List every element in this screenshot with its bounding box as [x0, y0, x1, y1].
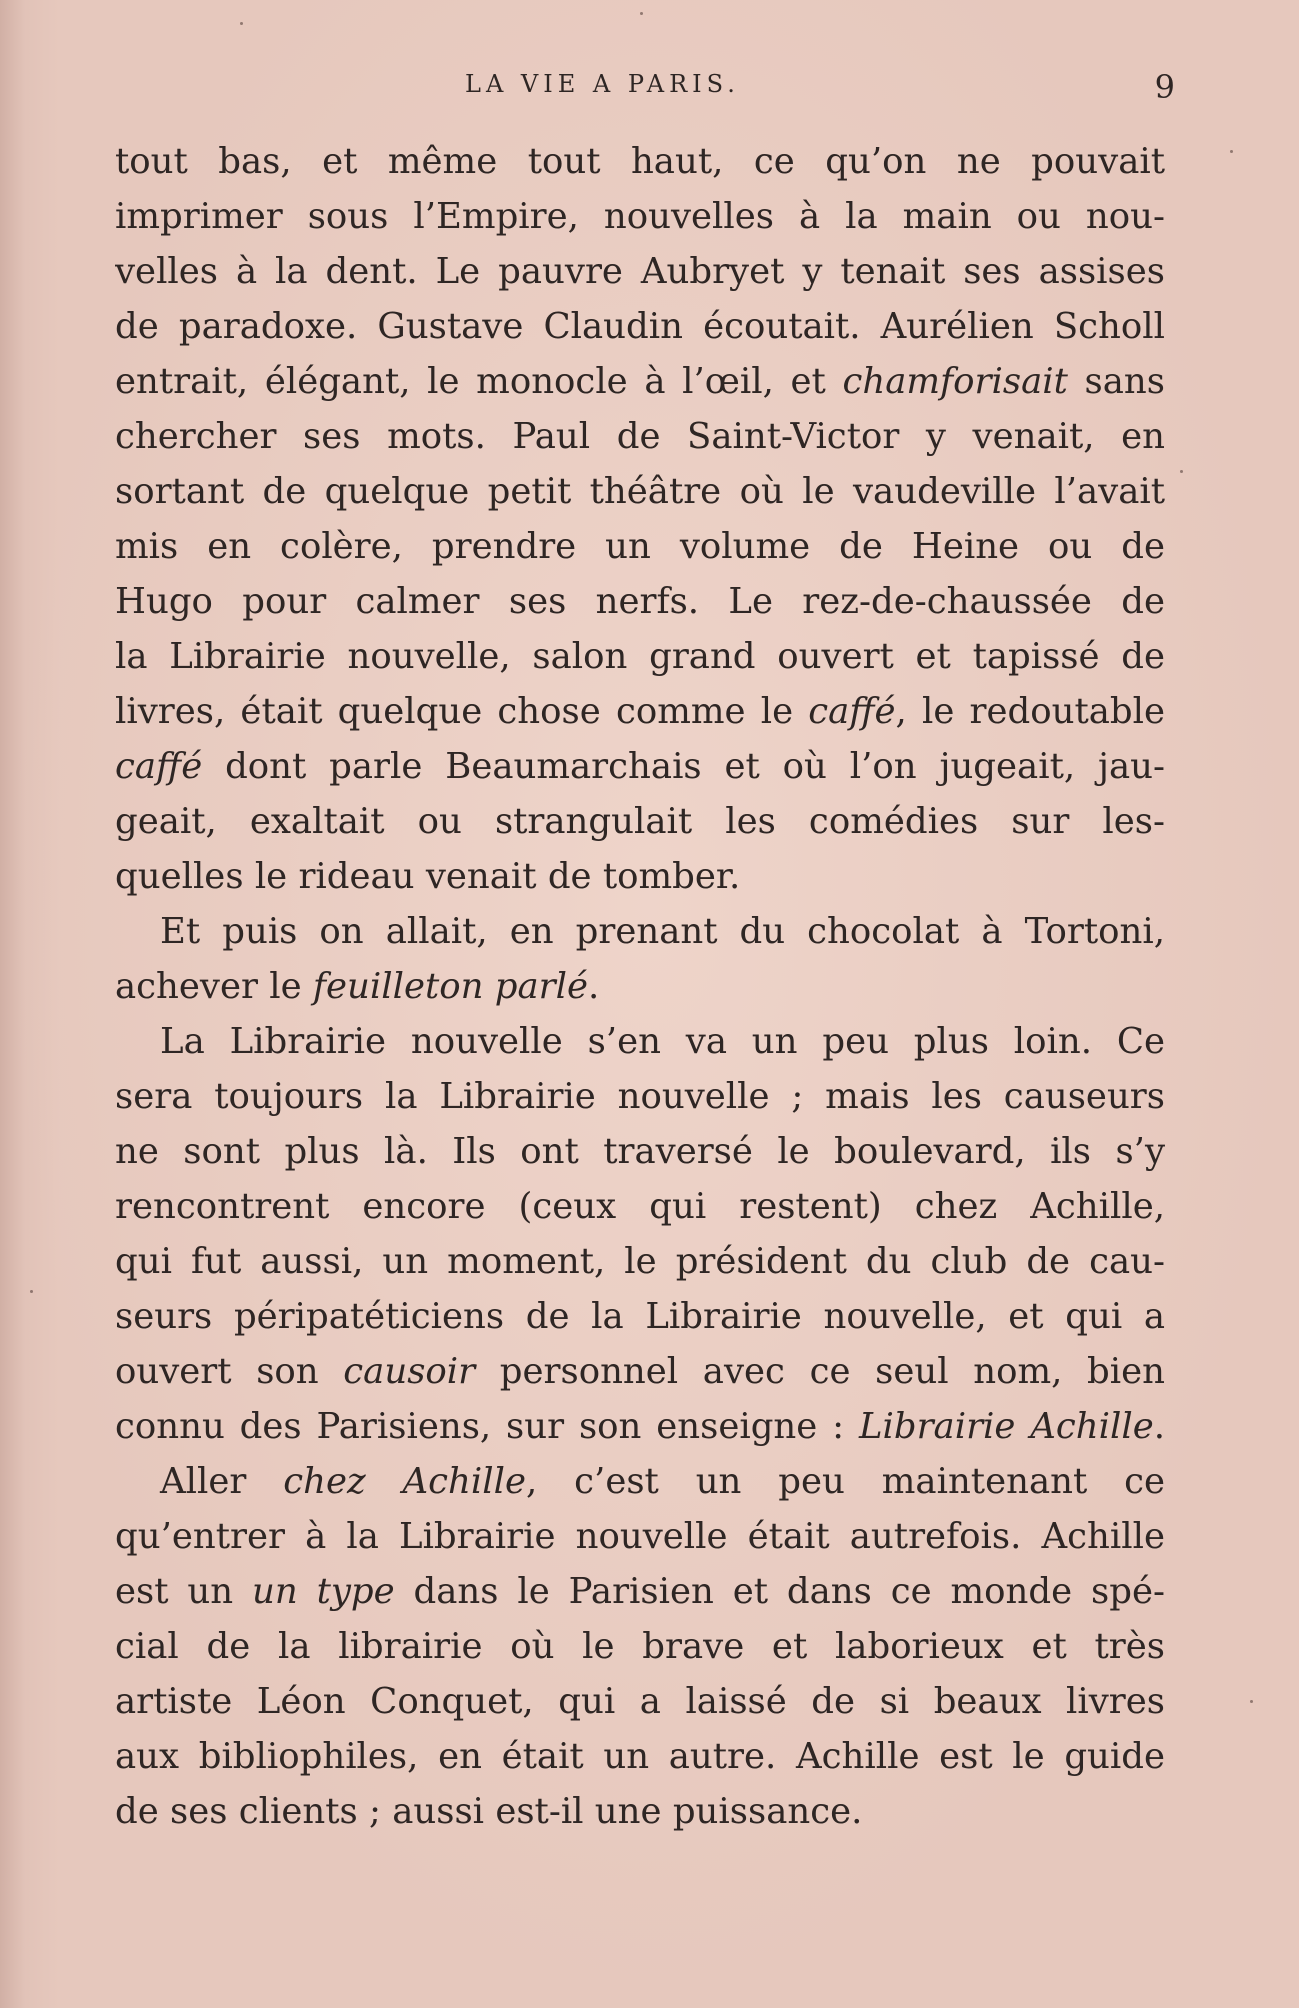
running-head-title: LA VIE A PARIS.	[465, 70, 740, 98]
text-segment: dans le Parisien et dans ce monde spé-	[394, 1571, 1165, 1612]
text-line: qui fut aussi, un moment, le président du club de cau-	[115, 1241, 1165, 1282]
text-line: seurs péripatéticiens de la Librairie nouvelle, et qui a	[115, 1296, 1165, 1337]
text-segment: .	[1153, 1406, 1165, 1447]
text-line	[115, 1399, 1165, 1454]
italic-phrase: chamforisait	[842, 361, 1068, 402]
text-line: Et puis on allait, en prenant du chocolat à Tortoni,	[160, 911, 1165, 952]
text-segment: dont parle Beaumarchais et où l’on jugeait, jau-	[202, 746, 1165, 787]
paper-speck	[1250, 1700, 1253, 1703]
text-line: quelles le rideau venait de tomber.	[115, 856, 741, 897]
text-line: artiste Léon Conquet, qui a laissé de si beaux livres	[115, 1681, 1165, 1722]
text-line: cial de la librairie où le brave et laborieux et très	[115, 1626, 1165, 1667]
text-line	[115, 959, 1165, 1014]
text-line: la Librairie nouvelle, salon grand ouvert et tapissé de	[115, 636, 1165, 677]
text-segment: est un	[115, 1571, 252, 1612]
text-segment: sans	[1067, 361, 1165, 402]
text-segment: Aller	[160, 1461, 284, 1502]
page-number: 9	[1154, 68, 1175, 106]
text-line: velles à la dent. Le pauvre Aubryet y tenait ses assises	[115, 251, 1165, 292]
text-line: Hugo pour calmer ses nerfs. Le rez-de-chaussée de	[115, 581, 1165, 622]
text-line	[115, 354, 1165, 409]
text-segment: .	[587, 966, 600, 1007]
text-line: imprimer sous l’Empire, nouvelles à la main ou nou-	[115, 196, 1165, 237]
italic-phrase: un type	[251, 1571, 395, 1612]
text-line	[115, 739, 1165, 794]
italic-phrase: Librairie Achille	[858, 1406, 1154, 1447]
italic-phrase: caffé	[808, 691, 896, 732]
italic-phrase: caffé	[115, 746, 203, 787]
text-line: ne sont plus là. Ils ont traversé le boulevard, ils s’y	[115, 1131, 1165, 1172]
paper-speck	[640, 12, 643, 15]
text-segment: livres, était quelque chose comme le	[115, 691, 809, 732]
text-segment: entrait, élégant, le monocle à l’œil, et	[115, 361, 843, 402]
text-line: chercher ses mots. Paul de Saint-Victor y venait, en	[115, 416, 1165, 457]
text-segment: ouvert son	[115, 1351, 344, 1392]
text-line: geait, exaltait ou strangulait les comédies sur les-	[115, 801, 1165, 842]
text-segment: personnel avec ce seul nom, bien	[475, 1351, 1165, 1392]
text-line: aux bibliophiles, en était un autre. Achille est le guide	[115, 1736, 1165, 1777]
body-text	[115, 134, 1165, 1839]
text-segment: connu des Parisiens, sur son enseigne :	[115, 1406, 859, 1447]
italic-phrase: feuilleton parlé	[312, 966, 588, 1007]
text-line	[115, 1564, 1165, 1619]
text-line	[115, 1344, 1165, 1399]
text-segment: achever le	[115, 966, 313, 1007]
text-line: mis en colère, prendre un volume de Heine ou de	[115, 526, 1165, 567]
text-line: sera toujours la Librairie nouvelle ; mais les causeurs	[115, 1076, 1165, 1117]
text-line: de paradoxe. Gustave Claudin écoutait. Aurélien Scholl	[115, 306, 1165, 347]
text-line: tout bas, et même tout haut, ce qu’on ne pouvait	[115, 141, 1165, 182]
text-line: qu’entrer à la Librairie nouvelle était autrefois. Achille	[115, 1516, 1165, 1557]
text-line: rencontrent encore (ceux qui restent) chez Achille,	[115, 1186, 1165, 1227]
text-segment: , le redoutable	[895, 691, 1165, 732]
italic-phrase: chez Achille	[283, 1461, 526, 1502]
paper-speck	[1180, 470, 1183, 473]
text-line: La Librairie nouvelle s’en va un peu plus loin. Ce	[160, 1021, 1165, 1062]
italic-phrase: causoir	[343, 1351, 476, 1392]
text-line	[115, 684, 1165, 739]
paper-speck	[1230, 150, 1233, 153]
paper-speck	[240, 22, 243, 25]
running-head	[115, 70, 1175, 110]
paper-speck	[30, 1290, 33, 1293]
text-line: de ses clients ; aussi est-il une puissance.	[115, 1791, 863, 1832]
text-segment: , c’est un peu maintenant ce	[526, 1461, 1165, 1502]
text-line	[115, 1454, 1165, 1509]
text-line: sortant de quelque petit théâtre où le vaudeville l’avait	[115, 471, 1165, 512]
